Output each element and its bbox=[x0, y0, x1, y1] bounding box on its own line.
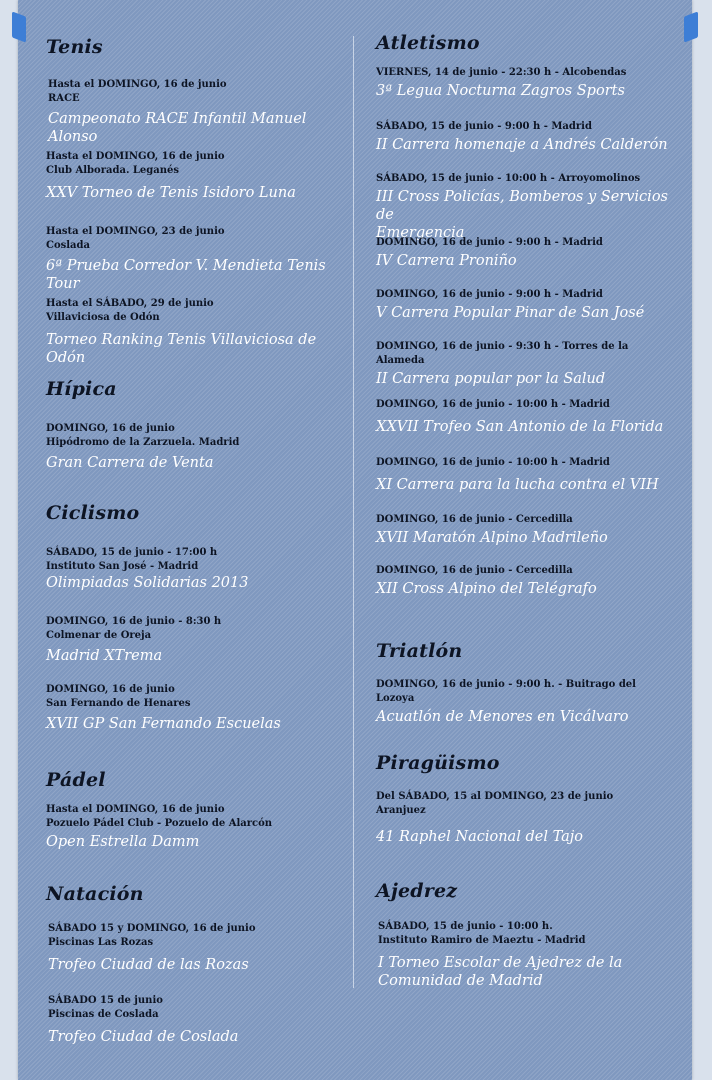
event-detail-line: DOMINGO, 16 de junio - 9:00 h - Madrid bbox=[376, 289, 603, 300]
event-detail-line: DOMINGO, 16 de junio - Cercedilla bbox=[376, 514, 573, 525]
section-heading: Triatlón bbox=[376, 640, 463, 662]
event-details bbox=[376, 456, 676, 470]
event-detail-line: Del SÁBADO, 15 al DOMINGO, 23 de junio bbox=[376, 791, 614, 802]
event-name-line: V Carrera Popular Pinar de San José bbox=[376, 305, 645, 321]
event-item bbox=[376, 513, 676, 547]
event-details bbox=[48, 994, 353, 1022]
event-item bbox=[48, 78, 353, 146]
event-details bbox=[378, 920, 678, 948]
event-name bbox=[48, 956, 353, 974]
event-name bbox=[376, 529, 676, 547]
event-details bbox=[376, 340, 676, 368]
section-heading: Ajedrez bbox=[376, 880, 458, 902]
event-detail-line: SÁBADO, 15 de junio - 9:00 h - Madrid bbox=[376, 121, 592, 132]
event-name-line: Trofeo Ciudad de Coslada bbox=[48, 1029, 239, 1045]
event-name-line: IV Carrera Proniño bbox=[376, 253, 517, 269]
event-item bbox=[46, 615, 351, 665]
section-heading: Piragüismo bbox=[376, 752, 500, 774]
event-detail-line: Hasta el DOMINGO, 23 de junio bbox=[46, 226, 225, 237]
event-item bbox=[46, 546, 351, 592]
event-name-line: XVII GP San Fernando Escuelas bbox=[46, 716, 281, 732]
event-item bbox=[376, 120, 676, 154]
event-detail-line: DOMINGO, 16 de junio - 10:00 h - Madrid bbox=[376, 399, 610, 410]
event-detail-line: SÁBADO 15 de junio bbox=[48, 995, 163, 1006]
event-name-line: Acuatlón de Menores en Vicálvaro bbox=[376, 709, 629, 725]
event-name-line: XXVII Trofeo San Antonio de la Florida bbox=[376, 419, 664, 435]
event-details bbox=[376, 236, 676, 250]
event-name-line: 6ª Prueba Corredor V. Mendieta Tenis Tour bbox=[46, 258, 326, 292]
event-item bbox=[376, 790, 676, 846]
event-item bbox=[48, 922, 353, 974]
event-name bbox=[46, 454, 351, 472]
event-detail-line: Piscinas Las Rozas bbox=[48, 937, 154, 948]
event-detail-line: Coslada bbox=[46, 240, 91, 251]
event-detail-line: DOMINGO, 16 de junio bbox=[46, 423, 175, 434]
event-name-line: Comunidad de Madrid bbox=[378, 973, 543, 989]
event-name bbox=[48, 110, 353, 146]
event-item bbox=[376, 288, 676, 322]
event-detail-line: Hasta el DOMINGO, 16 de junio bbox=[46, 804, 225, 815]
event-details bbox=[46, 546, 351, 574]
event-detail-line: DOMINGO, 16 de junio - 8:30 h bbox=[46, 616, 222, 627]
event-name-line: I Torneo Escolar de Ajedrez de la bbox=[378, 955, 623, 971]
event-name bbox=[376, 418, 676, 436]
event-item bbox=[376, 678, 676, 726]
event-detail-line: RACE bbox=[48, 93, 80, 104]
event-detail-line: SÁBADO, 15 de junio - 10:00 h. bbox=[378, 921, 553, 932]
event-name bbox=[46, 257, 351, 293]
event-detail-line: Hipódromo de la Zarzuela. Madrid bbox=[46, 437, 240, 448]
event-name-line: Gran Carrera de Venta bbox=[46, 455, 214, 471]
event-item bbox=[376, 172, 676, 242]
event-detail-line: DOMINGO, 16 de junio - Cercedilla bbox=[376, 565, 573, 576]
event-detail-line: Hasta el SÁBADO, 29 de junio bbox=[46, 298, 214, 309]
event-name bbox=[46, 715, 351, 733]
column-divider bbox=[353, 36, 354, 988]
event-detail-line: DOMINGO, 16 de junio bbox=[46, 684, 175, 695]
event-details bbox=[46, 803, 351, 831]
event-name bbox=[376, 708, 676, 726]
event-detail-line: SÁBADO, 15 de junio - 17:00 h bbox=[46, 547, 218, 558]
event-name-line: XXV Torneo de Tenis Isidoro Luna bbox=[46, 185, 296, 201]
event-name-line: III Cross Policías, Bomberos y Servicios de bbox=[376, 189, 668, 223]
event-item bbox=[376, 236, 676, 270]
event-name bbox=[376, 188, 676, 242]
event-name bbox=[376, 136, 676, 154]
event-details bbox=[376, 564, 676, 578]
event-name-line: 3ª Legua Nocturna Zagros Sports bbox=[376, 83, 625, 99]
event-item bbox=[46, 422, 351, 472]
event-name-line: XI Carrera para la lucha contra el VIH bbox=[376, 477, 659, 493]
event-name-line: Campeonato RACE Infantil Manuel Alonso bbox=[48, 111, 307, 145]
event-detail-line: Pozuelo Pádel Club - Pozuelo de Alarcón bbox=[46, 818, 273, 829]
event-name-line: Open Estrella Damm bbox=[46, 834, 200, 850]
event-details bbox=[46, 422, 351, 450]
event-name bbox=[46, 574, 351, 592]
event-item bbox=[378, 920, 678, 990]
event-name bbox=[376, 252, 676, 270]
corner-decoration-left bbox=[12, 11, 26, 42]
event-detail-line: DOMINGO, 16 de junio - 10:00 h - Madrid bbox=[376, 457, 610, 468]
event-name bbox=[46, 331, 351, 367]
event-name bbox=[376, 580, 676, 598]
event-detail-line: SÁBADO 15 y DOMINGO, 16 de junio bbox=[48, 923, 256, 934]
event-item bbox=[48, 994, 353, 1046]
event-details bbox=[376, 513, 676, 527]
event-name-line: Olimpiadas Solidarias 2013 bbox=[46, 575, 249, 591]
corner-decoration-right bbox=[684, 11, 698, 42]
event-name-line: II Carrera popular por la Salud bbox=[376, 371, 606, 387]
event-details bbox=[376, 120, 676, 134]
event-details bbox=[48, 922, 353, 950]
event-item bbox=[376, 340, 676, 388]
event-detail-line: Hasta el DOMINGO, 16 de junio bbox=[48, 79, 227, 90]
event-details bbox=[48, 78, 353, 106]
event-item bbox=[376, 66, 676, 100]
event-detail-line: SÁBADO, 15 de junio - 10:00 h - Arroyomolinos bbox=[376, 173, 641, 184]
event-name bbox=[46, 184, 351, 202]
event-item bbox=[376, 456, 676, 494]
event-details bbox=[376, 172, 676, 186]
event-details bbox=[46, 225, 351, 253]
event-details bbox=[46, 297, 351, 325]
event-name-line: II Carrera homenaje a Andrés Calderón bbox=[376, 137, 668, 153]
event-name bbox=[46, 647, 351, 665]
event-detail-line: Aranjuez bbox=[376, 805, 426, 816]
event-detail-line: Instituto Ramiro de Maeztu - Madrid bbox=[378, 935, 586, 946]
event-details bbox=[376, 288, 676, 302]
event-detail-line: Club Alborada. Leganés bbox=[46, 165, 180, 176]
event-name-line: 41 Raphel Nacional del Tajo bbox=[376, 829, 583, 845]
event-details bbox=[376, 398, 676, 412]
event-name bbox=[378, 954, 678, 990]
event-item bbox=[46, 150, 351, 202]
event-detail-line: DOMINGO, 16 de junio - 9:00 h - Madrid bbox=[376, 237, 603, 248]
event-details bbox=[46, 683, 351, 711]
event-detail-line: DOMINGO, 16 de junio - 9:30 h - Torres de la Alameda bbox=[376, 341, 629, 366]
event-item bbox=[46, 803, 351, 851]
event-name bbox=[376, 476, 676, 494]
event-detail-line: San Fernando de Henares bbox=[46, 698, 191, 709]
event-detail-line: Hasta el DOMINGO, 16 de junio bbox=[46, 151, 225, 162]
event-details bbox=[46, 615, 351, 643]
event-name bbox=[48, 1028, 353, 1046]
event-name-line: Madrid XTrema bbox=[46, 648, 163, 664]
event-name-line: Torneo Ranking Tenis Villaviciosa de Odón bbox=[46, 332, 317, 366]
event-name-line: XVII Maratón Alpino Madrileño bbox=[376, 530, 608, 546]
section-heading: Ciclismo bbox=[46, 502, 140, 524]
event-item bbox=[376, 564, 676, 598]
event-name bbox=[376, 82, 676, 100]
event-name-line: Trofeo Ciudad de las Rozas bbox=[48, 957, 249, 973]
event-item bbox=[46, 297, 351, 367]
section-heading: Pádel bbox=[46, 769, 106, 791]
section-heading: Natación bbox=[46, 883, 144, 905]
event-name-line: XII Cross Alpino del Telégrafo bbox=[376, 581, 597, 597]
event-detail-line: Piscinas de Coslada bbox=[48, 1009, 159, 1020]
event-name bbox=[376, 304, 676, 322]
event-name bbox=[376, 370, 676, 388]
event-detail-line: Colmenar de Oreja bbox=[46, 630, 152, 641]
event-detail-line: VIERNES, 14 de junio - 22:30 h - Alcobendas bbox=[376, 67, 627, 78]
event-name-line: Emergencia bbox=[376, 225, 465, 241]
section-heading: Atletismo bbox=[376, 32, 480, 54]
event-details bbox=[376, 790, 676, 818]
event-details bbox=[46, 150, 351, 178]
event-name bbox=[376, 828, 676, 846]
event-details bbox=[376, 678, 676, 706]
event-item bbox=[46, 225, 351, 293]
event-detail-line: Villaviciosa de Odón bbox=[46, 312, 160, 323]
event-details bbox=[376, 66, 676, 80]
event-item bbox=[376, 398, 676, 436]
event-detail-line: Instituto San José - Madrid bbox=[46, 561, 199, 572]
event-name bbox=[46, 833, 351, 851]
section-heading: Hípica bbox=[46, 378, 117, 400]
section-heading: Tenis bbox=[46, 36, 103, 58]
event-detail-line: DOMINGO, 16 de junio - 9:00 h. - Buitrago del Lozoya bbox=[376, 679, 636, 704]
event-item bbox=[46, 683, 351, 733]
